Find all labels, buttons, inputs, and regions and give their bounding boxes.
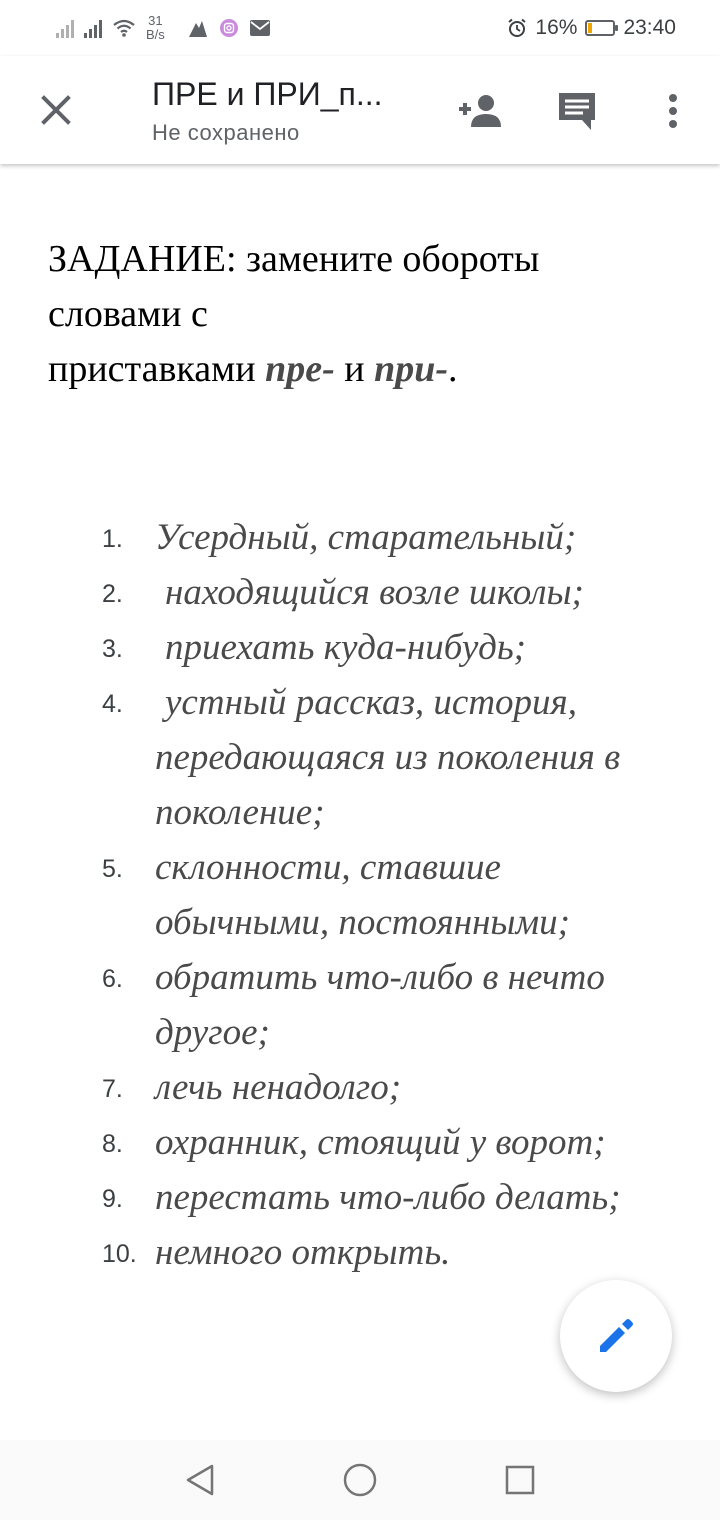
list-item-number: 6.: [102, 965, 123, 993]
list-item-number: 9.: [102, 1185, 123, 1213]
comment-icon: [556, 90, 598, 132]
share-button[interactable]: [456, 86, 506, 136]
prefix-pre: пре-: [265, 348, 335, 390]
back-button[interactable]: [180, 1460, 220, 1500]
list-item-text: перестать что-либо делать;: [155, 1177, 621, 1218]
comments-button[interactable]: [552, 86, 602, 136]
close-icon: [40, 94, 72, 126]
signal-icon: [84, 18, 102, 38]
task-text: приставками: [48, 348, 266, 390]
list-item: [0, 1060, 665, 1115]
task-heading: [48, 232, 668, 397]
status-left: [56, 10, 271, 46]
list-item-number: 1.: [102, 525, 123, 553]
list-item-text: устный рассказ, история, передающаяся из поколения в поколение;: [155, 682, 621, 833]
list-item-number: 3.: [102, 635, 123, 663]
instagram-icon: [219, 18, 239, 38]
task-line: словами с: [48, 293, 208, 335]
list-item: [0, 1115, 665, 1170]
status-bar: [0, 0, 720, 56]
wifi-icon: [112, 18, 136, 38]
edit-pencil-icon: [596, 1316, 636, 1356]
list-item: [0, 510, 665, 565]
mail-icon: [249, 19, 271, 37]
network-speed-unit: B/s: [146, 27, 165, 42]
list-item-number: 8.: [102, 1130, 123, 1158]
list-item-number: 5.: [102, 855, 123, 883]
status-right: [507, 10, 676, 46]
list-item-text: приехать куда-нибудь;: [165, 627, 527, 668]
recents-button[interactable]: [500, 1460, 540, 1500]
add-person-icon: [457, 93, 505, 129]
list-item: [0, 675, 665, 840]
alarm-icon: [507, 18, 527, 38]
battery-icon: [585, 20, 615, 36]
list-item-text: обратить что-либо в нечто другое;: [155, 957, 605, 1053]
home-icon: [342, 1462, 378, 1498]
list-item-number: 7.: [102, 1075, 123, 1103]
task-list: [0, 510, 720, 1280]
list-item: [0, 1170, 665, 1225]
list-item: [0, 1225, 665, 1280]
list-item-number: 2.: [102, 580, 123, 608]
battery-percent: 16%: [535, 16, 578, 39]
list-item-text: склонности, ставшие обычными, постоянными;: [155, 847, 570, 943]
list-item: [0, 840, 665, 950]
more-options-button[interactable]: [648, 86, 698, 136]
save-status: Не сохранено: [152, 120, 300, 145]
list-item-number: 10.: [102, 1240, 137, 1268]
home-button[interactable]: [340, 1460, 380, 1500]
list-item-number: 4.: [102, 690, 123, 718]
network-speed: [146, 14, 165, 42]
list-item: [0, 620, 665, 675]
edit-fab-button[interactable]: [560, 1280, 672, 1392]
list-item-text: Усердный, старательный;: [155, 517, 577, 558]
system-nav-bar: [0, 1440, 720, 1520]
task-period: .: [447, 348, 458, 390]
signal-icon: [56, 18, 74, 38]
task-connector: и: [334, 348, 375, 390]
recents-icon: [504, 1464, 536, 1496]
task-line: ЗАДАНИЕ: замените обороты: [48, 238, 540, 280]
list-item-text: находящийся возле школы;: [165, 572, 584, 613]
list-item-text: немного открыть.: [155, 1232, 451, 1273]
more-vert-icon: [667, 93, 679, 129]
battery-fill: [588, 23, 592, 33]
list-item-text: охранник, стоящий у ворот;: [155, 1122, 606, 1163]
close-button[interactable]: [30, 84, 82, 136]
list-item-text: лечь ненадолго;: [155, 1067, 402, 1108]
back-icon: [184, 1463, 216, 1497]
list-item: [0, 950, 665, 1060]
task-line: [48, 342, 668, 397]
document-title[interactable]: ПРЕ и ПРИ_п...: [152, 76, 383, 112]
network-speed-value: 31: [148, 13, 163, 28]
prefix-pri: при-: [374, 348, 448, 390]
app-bar: [0, 56, 720, 164]
list-item: [0, 565, 665, 620]
status-time: 23:40: [623, 16, 676, 39]
app-icon: [187, 17, 209, 39]
